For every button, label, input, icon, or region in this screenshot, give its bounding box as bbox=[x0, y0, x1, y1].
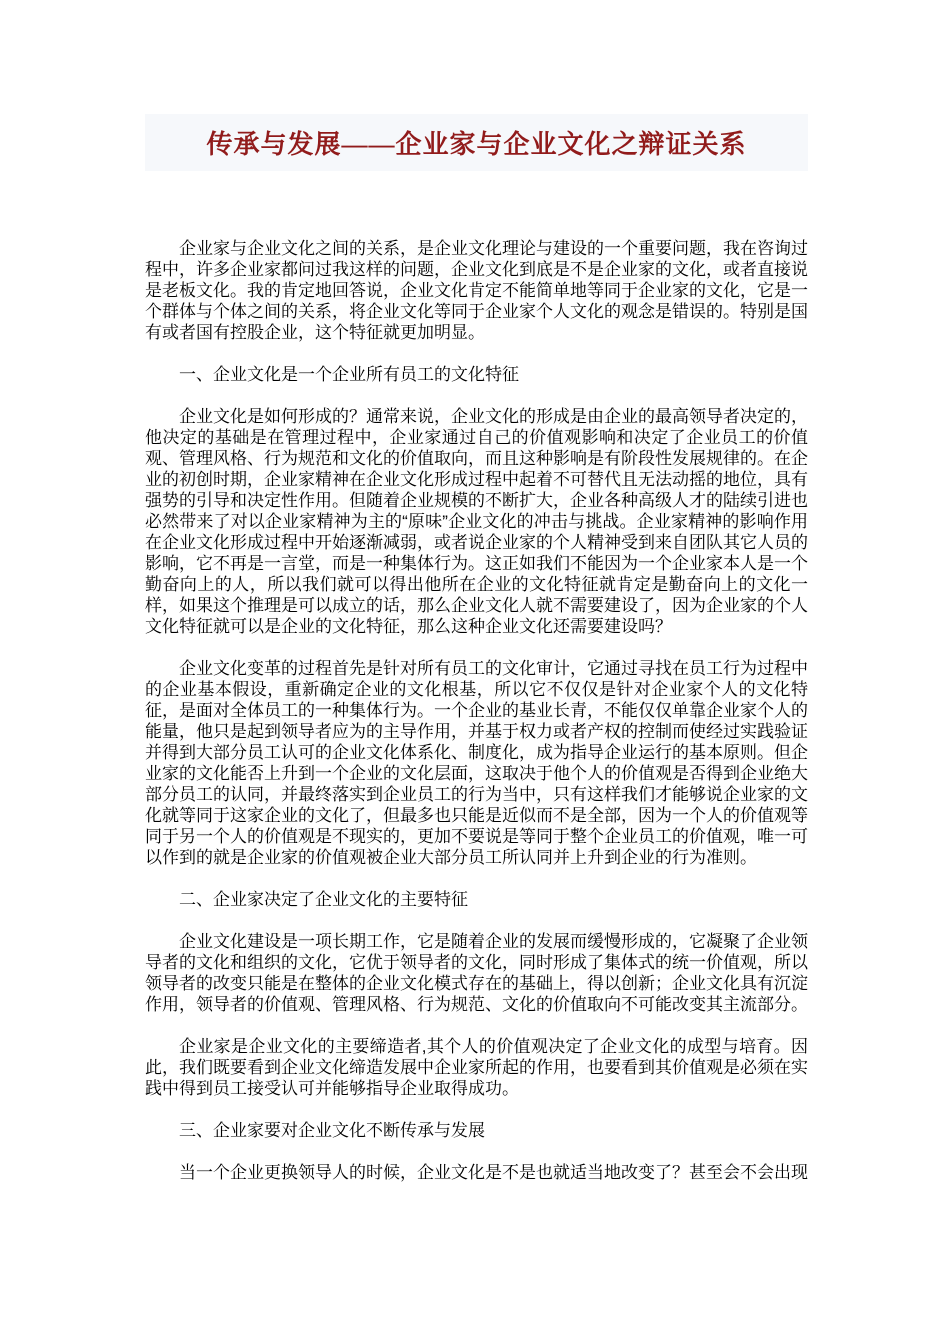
paragraph-entrepreneur-creator: 企业家是企业文化的主要缔造者,其个人的价值观决定了企业文化的成型与培育。因此，我们既要看到企业文化缔造发展中企业家所起的作用，也要看到其价值观是必须在实践中得到员工接受认可并能够指导企业取得成功。 bbox=[145, 1037, 808, 1098]
paragraph-culture-formation: 企业文化是如何形成的？通常来说，企业文化的形成是由企业的最高领导者决定的，他决定的基础是在管理过程中，企业家通过自己的价值观影响和决定了企业员工的价值观、管理风格、行为规范和文化的价值取向，而且这种影响是有阶段性发展规律的。在企业的初创时期，企业家精神在企业文化形成过程中起着不可替代且无法动摇的地位，具有强势的引导和决定性作用。但随着企业规模的不断扩大，企业各种高级人才的陆续引进也必然带来了对以企业家精神为主的“原味”企业文化的冲击与挑战。企业家精神的影响作用在企业文化形成过程中开始逐渐减弱，或者说企业家的个人精神受到来自团队其它人员的影响，它不再是一言堂，而是一种集体行为。这正如我们不能因为一个企业家本人是一个勤奋向上的人，所以我们就可以得出他所在企业的文化特征就肯定是勤奋向上的文化一样，如果这个推理是可以成立的话，那么企业文化人就不需要建设了，因为企业家的个人文化特征就可以是企业的文化特征，那么这种企业文化还需要建设吗？ bbox=[145, 407, 808, 636]
document-title: 传承与发展——企业家与企业文化之辩证关系 bbox=[206, 130, 747, 159]
document-body bbox=[145, 238, 808, 1204]
paragraph-culture-building: 企业文化建设是一项长期工作，它是随着企业的发展而缓慢形成的，它凝聚了企业领导者的文化和组织的文化，它优于领导者的文化，同时形成了集体式的统一价值观，所以领导者的改变只能是在整体的企业文化模式存在的基础上，得以创新；企业文化具有沉淀作用，领导者的价值观、管理风格、行为规范、文化的价值取向不可能改变其主流部分。 bbox=[145, 932, 808, 1014]
title-banner bbox=[145, 114, 808, 171]
section-heading-3: 三、企业家要对企业文化不断传承与发展 bbox=[179, 1121, 485, 1140]
paragraph-intro: 企业家与企业文化之间的关系，是企业文化理论与建设的一个重要问题，我在咨询过程中，许多企业家都问过我这样的问题，企业文化到底是不是企业家的文化，或者直接说是老板文化。我的肯定地回答说，企业文化肯定不能简单地等同于企业家的文化，它是一个群体与个体之间的关系，将企业文化等同于企业家个人文化的观念是错误的。特别是国有或者国有控股企业，这个特征就更加明显。 bbox=[145, 239, 808, 342]
paragraph-culture-reform: 企业文化变革的过程首先是针对所有员工的文化审计，它通过寻找在员工行为过程中的企业基本假设，重新确定企业的文化根基，所以它不仅仅是针对企业家个人的文化特征，是面对全体员工的一种集体行为。一个企业的基业长青，不能仅仅单靠企业家个人的能量，他只是起到领导者应为的主导作用，并基于权力或者产权的控制而使经过实践验证并得到大部分员工认可的企业文化体系化、制度化，成为指导企业运行的基本原则。但企业家的文化能否上升到一个企业的文化层面，这取决于他个人的价值观是否得到企业绝大部分员工的认同，并最终落实到企业员工的行为当中，只有这样我们才能够说企业家的文化就等同于这家企业的文化了，但最多也只能是近似而不是全部，因为一个人的价值观等同于另一个人的价值观是不现实的，更加不要说是等同于整个企业员工的价值观，唯一可以作到的就是企业家的价值观被企业大部分员工所认同并上升到企业的行为准则。 bbox=[145, 659, 808, 867]
section-heading-2: 二、企业家决定了企业文化的主要特征 bbox=[179, 890, 468, 909]
paragraph-leadership-change: 当一个企业更换领导人的时候，企业文化是不是也就适当地改变了？甚至会不会出现 bbox=[179, 1163, 808, 1182]
section-heading-1: 一、企业文化是一个企业所有员工的文化特征 bbox=[179, 365, 519, 384]
